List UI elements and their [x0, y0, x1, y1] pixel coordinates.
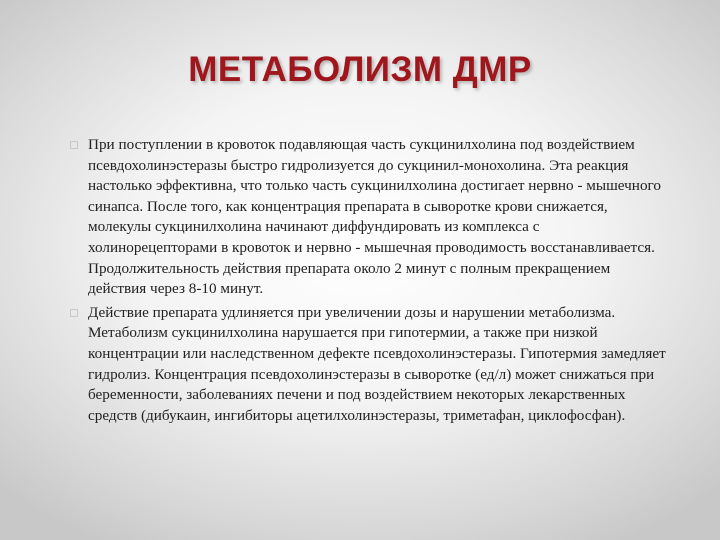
- slide-content: [70, 135, 670, 429]
- square-bullet-icon: [70, 141, 78, 149]
- paragraph-text: Действие препарата удлиняется при увеличении дозы и нарушении метаболизма. Метаболизм сукцинилхолина нарушается при гипотермии, а также при низкой концентрации или наследственном дефекте псевдохолинэстеразы. Гипотермия замедляет гидролиз. Концентрация псевдохолинэстеразы в сыворотке (ед/л) может снижаться при беременности, заболеваниях печени и под воздействием некоторых лекарственных средств (дибукаин, ингибиторы ацетилхолинэстеразы, триметафан, циклофосфан).: [88, 303, 666, 424]
- paragraph-prolongation: [70, 303, 670, 427]
- paragraph-text: При поступлении в кровоток подавляющая часть сукцинилхолина под воздействием псевдохолинэстеразы быстро гидролизуется до сукцинил-монохолина. Эта реакция настолько эффективна, что только часть сукцинилхолина достигает нервно - мышечного синапса. После того, как концентрация препарата в сыворотке крови снижается, молекулы сукцинилхолина начинают диффундировать из комплекса с холинорецепторами в кровоток и нервно - мышечная проводимость восстанавливается. Продолжительность действия препарата около 2 минут с полным прекращением действия через 8-10 минут.: [88, 136, 661, 298]
- slide-title: МЕТАБОЛИЗМ ДМР: [188, 50, 532, 89]
- paragraph-metabolism: [70, 135, 670, 300]
- square-bullet-icon: [70, 309, 78, 317]
